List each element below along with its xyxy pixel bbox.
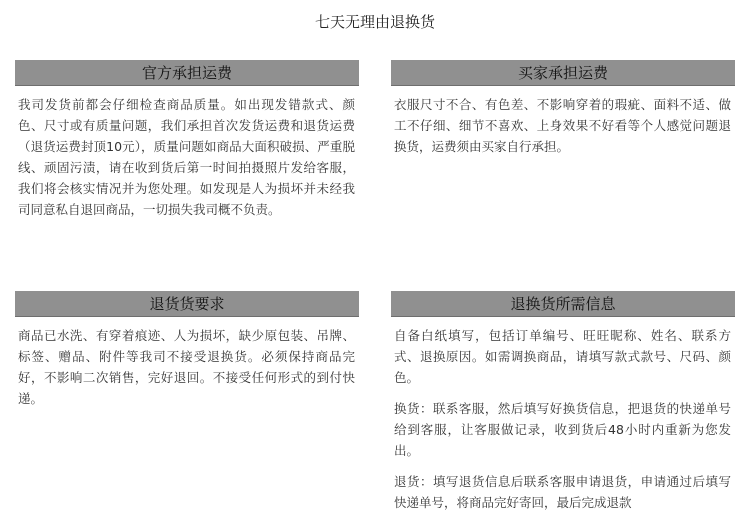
panel-buyer-shipping-body <box>391 86 735 157</box>
panel-official-shipping-body <box>15 86 359 220</box>
panel-return-info-heading: 退换货所需信息 <box>391 291 735 317</box>
page-title: 七天无理由退换货 <box>314 13 435 31</box>
panel-return-requirements <box>15 291 359 419</box>
panel-official-shipping <box>15 60 359 230</box>
panel-return-info-text-exchange: 换货：联系客服，然后填写好换货信息，把退货的快递单号给到客服，让客服做记录，收到货后48小时内重新为您发出。 <box>394 401 731 458</box>
panel-official-shipping-heading: 官方承担运费 <box>15 60 359 86</box>
panel-return-requirements-body <box>15 317 359 409</box>
panel-return-info <box>391 291 735 523</box>
panel-official-shipping-text: 我司发货前都会仔细检查商品质量。如出现发错款式、颜色、尺寸或有质量问题，我们承担首次发货运费和退货运费（退货运费封顶10元），质量问题如商品大面积破损、严重脱线、顽固污渍，请在收到货后第一时间拍摄照片发给客服，我们将会核实情况并为您处理。如发现是人为损坏并未经我司同意私自退回商品，一切损失我司概不负责。 <box>18 97 355 217</box>
panel-return-info-text-fill: 自备白纸填写，包括订单编号、旺旺昵称、姓名、联系方式、退换原因。如需调换商品，请填写款式款号、尺码、颜色。 <box>394 328 731 385</box>
panel-return-requirements-heading: 退货货要求 <box>15 291 359 317</box>
panel-return-requirements-text: 商品已水洗、有穿着痕迹、人为损坏，缺少原包装、吊牌、标签、赠品、附件等我司不接受退换货。必须保持商品完好，不影响二次销售，完好退回。不接受任何形式的到付快递。 <box>18 328 355 406</box>
panel-return-info-text-return: 退货：填写退货信息后联系客服申请退货，申请通过后填写快递单号，将商品完好寄回，最后完成退款 <box>394 474 731 510</box>
panel-return-info-body <box>391 317 735 513</box>
panel-buyer-shipping-text: 衣服尺寸不合、有色差、不影响穿着的瑕疵、面料不适、做工不仔细、细节不喜欢、上身效果不好看等个人感觉问题退换货，运费须由买家自行承担。 <box>394 97 731 154</box>
panel-buyer-shipping <box>391 60 735 167</box>
panel-buyer-shipping-heading: 买家承担运费 <box>391 60 735 86</box>
